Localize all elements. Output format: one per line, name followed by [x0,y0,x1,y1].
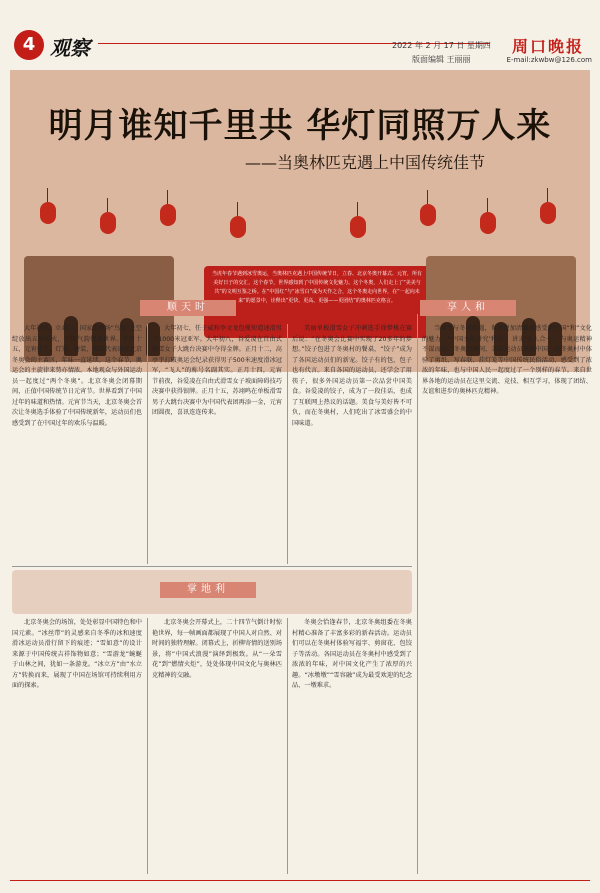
issue-date: 2022 年 2 月 17 日 星期四 [392,41,491,50]
section-banner-zhangdili: 掌地利 [160,582,256,598]
article-column-5 [12,618,142,874]
column-divider [417,314,418,874]
footer-rule [10,880,590,881]
contact-email: E-mail:zkwbw@126.com [506,56,592,64]
column-divider [147,618,148,874]
article-column-4 [422,324,592,872]
page-number-badge: 4 [14,30,44,60]
lantern-icon [100,212,116,234]
lantern-icon [350,216,366,238]
column-divider [287,618,288,874]
article-column-1 [12,324,142,564]
column-text: 美丽单板滑雪女子冲刺选手徐梦桃在赛后说：“在冬奥会比赛中实现了20多年的梦想。”饺子包进了冬奥村的餐桌，“饺子”成为了各国运动员们的新宠。饺子有的包，包子也有代言。来自各国的运动员，还学会了用筷子，很多外国运动员第一次品尝中国美食。谷爱凌的饺子，成为了一段佳话，也成了互联网上热议的话题。美食与美好皆不可负，而在冬奥村，人们吃出了冰雪盛会的中国味道。 [292,325,412,427]
lantern-icon [480,212,496,234]
article-column-3 [292,324,412,564]
lantern-icon [160,204,176,226]
section-title: 观察 [50,36,90,60]
column-divider [287,324,288,564]
headline: 明月谁知千里共 华灯同照万人来 [48,106,552,146]
subheadline: ——当奥林匹克遇上中国传统佳节 [244,153,485,172]
page-header [0,0,600,66]
article-column-7 [292,618,412,874]
page-editor: 版面编辑 王丽丽 [412,55,471,64]
column-text: 北京冬奥会开幕式上，二十四节气倒计时惊艳世界，每一帧画面都展现了中国人对自然、对时间的独特理解。闭幕式上，折柳寄情的送别场景，将“中国式浪漫”演绎到极致。从“一朵雪花”到“燃情火炬”，处处体现中国文化与奥林匹克精神的交融。 [152,619,282,679]
column-text: 大年初七，任子威和李文龙包揽短道速滑男子1000米冠亚军。大年初八，谷爱凌在自由式滑雪女子大跳台决赛中夺得金牌。正月十二，高亭宇打破奥运会纪录获得男子500米速度滑冰冠军，“飞人”的称号名副其实。正月十四，元宵节前夜，谷爱凌在自由式滑雪女子坡面障碍技巧决赛中获得银牌。正月十五，苏翊鸣在单板滑雪男子大跳台决赛中为中国代表团再添一金，元宵团圆夜，喜讯连连传来。 [152,325,282,416]
column-text: 冬奥会恰逢春节，北京冬奥组委在冬奥村精心准备了丰富多彩的新春活动。运动员们可以在冬奥村体验写福字、剪窗花、包饺子等活动。各国运动员在冬奥村中感受到了浓浓的年味，对中国文化产生了浓厚的兴趣。“冰墩墩”“雪容融”成为最受欢迎的纪念品，一墩难求。 [292,619,412,689]
column-text: 大年初四，立春日，国家体育场“鸟巢”上空绽放出五环焰火，中国气韵惊艳世界。正月十五，元宵佳节，灯笼、唐装、各国代表团在北京冬奥会的主赛区，年味一直延续。这个春节，奥运会的主旋律来势亦情浓。本地观众与外国运动员一起度过“两个冬奥”。北京冬奥会闭幕期间，正值中国传统节日元宵节。世界看到了中国过年的味道和热情。元宵节当天，北京冬奥会首次让冬奥选手体验了中国传统新年，运动员们也感受到了在中国过年的欢乐与温暖。 [12,325,142,427]
newspaper-logo: 周口晚报 [511,37,584,56]
lantern-icon [540,202,556,224]
intro-box: 当虎年春节遇到冰雪奥运，当奥林匹克遇上中国传统节日，立春、北京冬奥开幕式、元宵，所有美好日子的交汇，这个春节，世界感知到了中国传统文化魅力。这个冬奥，人们走上了“美美与共”的文明互鉴之桥。在“中国红”与“冰雪白”成为天作之合，这个冬奥走向世界，在“一起向未来”的愿景中，诠释出“更快、更高、更强——更团结”的奥林匹克格言。 [204,266,430,338]
lantern-icon [230,216,246,238]
column-text: 北京冬奥会的场馆，处处彰显中国特色和中国元素。“冰丝带”的灵感来自冬季的冰和速度滑冰运动员滑行留下的痕迹；“雪如意”的设计来源于中国传统吉祥饰物如意；“雪游龙”蜿蜒于山林之间，犹如一条游龙。“冰立方”由“水立方”转换而来，展现了中国在场馆可持续利用方面的探索。 [12,619,142,689]
column-divider [147,324,148,564]
section-banner-xiangrenhe: 享人和 [420,300,516,316]
article-column-6 [152,618,282,874]
column-text: 当春节与冬奥相遇，世界更加清晰地感受到中国“和”文化的魅力。“中国文化讲究‘和合’，讲求‘天人合一’，与奥运精神不谋而合。”冬奥会期间，各国运动员来到中国，在冬奥村中体验了剪纸、写春联、挂灯笼等中国传统民俗活动，感受到了浓浓的年味，也与中国人民一起度过了一个别样的春节。来自世界各地的运动员在这里交流、竞技、相互学习，体现了团结、友谊和进步的奥林匹克精神。 [422,325,592,395]
section-divider [12,566,412,567]
lantern-decoration [20,182,580,252]
section-banner-shuntianshi: 顺天时 [140,300,236,316]
article-column-2 [152,324,282,564]
lantern-icon [420,204,436,226]
lantern-icon [40,202,56,224]
